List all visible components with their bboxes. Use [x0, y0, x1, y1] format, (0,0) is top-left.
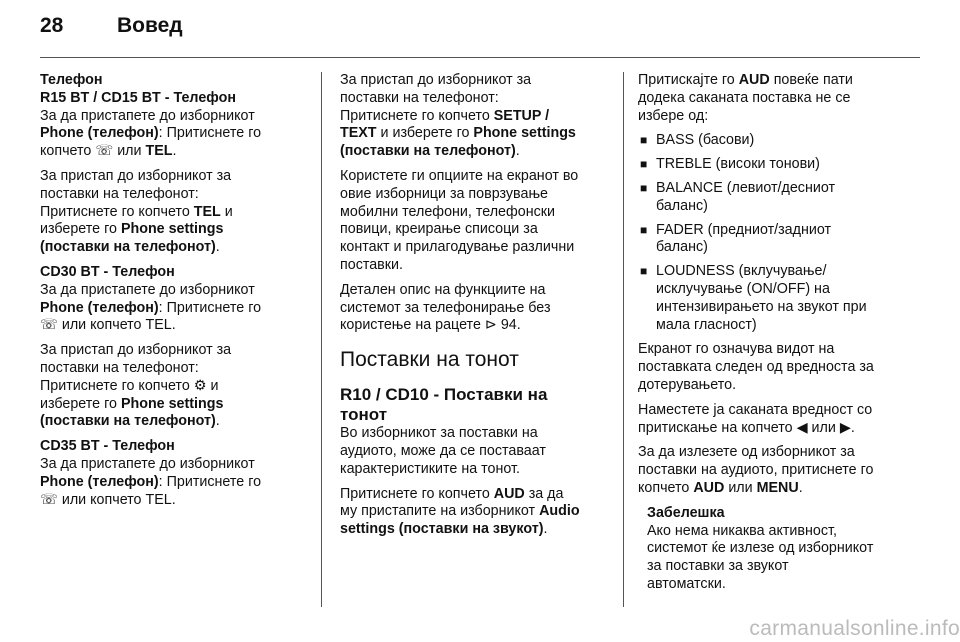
text-run: .	[798, 479, 803, 496]
text-line: користење на рацете ⊳ 94.	[340, 317, 521, 334]
column-divider-1	[321, 72, 322, 607]
text-line: повици, креирање списоци за	[340, 221, 538, 238]
text-line: ■ FADER (предниот/задниот	[656, 221, 832, 238]
text-line	[40, 221, 302, 239]
text-run: : Притиснете го	[158, 473, 262, 490]
text-line: притискање на копчето ◀ или ▶.	[638, 419, 855, 436]
text-run: : Притиснете го	[158, 299, 262, 316]
bold-text: AUD	[738, 72, 770, 88]
text-run: и изберете го	[376, 125, 474, 142]
bold-text: (поставки на телефонот)	[340, 143, 516, 160]
text-run: копчето ☏ или	[40, 143, 146, 160]
text-line: автоматски.	[647, 575, 726, 592]
column-3	[638, 72, 914, 594]
text-run: копчето	[638, 479, 694, 496]
text-run: додека саканата поставка не се	[638, 89, 851, 106]
bold-text: SETUP /	[493, 107, 550, 124]
page-title: Вовед	[117, 14, 183, 37]
note-title: Забелешка	[647, 504, 725, 521]
text-line: За да пристапете до изборникот	[40, 281, 255, 298]
text-line: Во изборникот за поставки на	[340, 425, 538, 442]
text-line: поставката следен од вредноста за	[638, 359, 874, 376]
paragraph	[638, 402, 914, 438]
text-run: .	[515, 143, 520, 160]
text-run: поставки на аудиото, притиснете го	[638, 462, 874, 479]
paragraph	[340, 486, 608, 539]
column-divider-2	[623, 72, 624, 607]
paragraph	[638, 72, 914, 125]
list-item	[638, 180, 914, 216]
text-line: ■ TREBLE (високи тонови)	[656, 156, 820, 173]
text-line: поставки.	[340, 256, 403, 273]
bullet-list	[638, 132, 914, 334]
text-line: контакт и прилагодување различни	[340, 239, 575, 256]
watermark: carmanualsonline.info	[749, 617, 960, 640]
text-line	[340, 521, 608, 539]
subsection-heading: тонот	[340, 405, 388, 425]
page-header	[40, 14, 183, 44]
subheading: CD35 BT - Телефон	[40, 438, 175, 455]
text-line	[40, 143, 302, 161]
text-line	[40, 300, 302, 318]
text-line: За да пристапете до изборникот	[40, 455, 255, 472]
bold-text: Phone (телефон)	[40, 299, 159, 316]
text-line	[40, 239, 302, 257]
text-line	[40, 396, 302, 414]
bold-text: Phone settings	[120, 395, 224, 412]
text-line: исклучување (ON/OFF) на	[656, 280, 830, 297]
list-item	[638, 132, 914, 150]
text-line	[40, 413, 302, 431]
text-line: Детален опис на функциите на	[340, 281, 546, 298]
paragraph	[340, 168, 608, 275]
text-line	[638, 462, 914, 480]
text-run: и	[220, 203, 233, 220]
text-run: .	[215, 239, 220, 256]
paragraph	[40, 342, 302, 431]
text-line	[638, 72, 914, 90]
text-line	[638, 444, 914, 462]
bold-text: (поставки на телефонот)	[40, 239, 216, 256]
text-line	[40, 204, 302, 222]
paragraph	[40, 72, 302, 161]
section-heading: Поставки на тонот	[340, 348, 519, 372]
text-run: За пристап до изборникот за	[340, 72, 532, 88]
bold-text: Audio	[539, 503, 580, 520]
text-run: За да излезете од изборникот за	[638, 444, 855, 461]
text-line	[638, 90, 914, 108]
text-run: изберете го	[40, 221, 121, 238]
text-run: .	[543, 521, 548, 538]
text-line: За пристап до изборникот за	[40, 167, 232, 184]
subheading: R15 BT / CD15 BT - Телефон	[40, 89, 236, 106]
bold-text: Phone settings	[473, 125, 576, 142]
bold-text: (поставки на телефонот)	[40, 413, 216, 430]
list-item	[638, 222, 914, 258]
text-run: за да	[524, 485, 564, 502]
text-line: аудиото, може да се поставаат	[340, 442, 546, 459]
text-line	[340, 503, 608, 521]
text-line	[40, 125, 302, 143]
text-line: ☏ или копчето TEL.	[40, 317, 176, 334]
text-run: Притиснете го копчето	[40, 203, 194, 220]
bold-text: settings (поставки на звукот)	[340, 521, 544, 538]
text-line: поставки на телефонот:	[40, 185, 199, 202]
text-run: .	[172, 143, 177, 160]
paragraph	[638, 444, 914, 497]
text-line: интензивирањето на звукот при	[656, 298, 867, 315]
text-run: или	[724, 479, 757, 496]
bold-text: MENU	[756, 479, 799, 496]
text-line: Наместете ја саканата вредност со	[638, 401, 873, 418]
text-line: Користете ги опциите на екранот во	[340, 167, 579, 184]
text-line: мобилни телефони, телефонски	[340, 203, 556, 220]
subsection-heading: R10 / CD10 - Поставки на	[340, 385, 548, 405]
text-run: повеќе пати	[769, 72, 853, 88]
text-line: поставки на телефонот:	[40, 359, 199, 376]
subheading: CD30 BT - Телефон	[40, 263, 175, 280]
text-line: ■ LOUDNESS (вклучување/	[656, 263, 827, 280]
paragraph	[40, 438, 302, 509]
text-line	[340, 486, 608, 504]
text-line: овие изборници за поврзување	[340, 185, 549, 202]
text-run: Притискајте го	[638, 72, 739, 88]
paragraph	[340, 425, 608, 478]
list-item	[638, 156, 914, 174]
list-item	[638, 263, 914, 334]
bold-text: TEL	[145, 143, 173, 160]
text-line: системот за телефонирање без	[340, 299, 551, 316]
text-run: Притиснете го копчето	[340, 485, 494, 502]
column-1	[40, 72, 302, 516]
bold-text: Phone (телефон)	[40, 473, 159, 490]
bold-text: AUD	[693, 479, 725, 496]
paragraph	[40, 264, 302, 335]
text-run: изберете го	[40, 395, 121, 412]
text-line	[638, 108, 914, 126]
text-line: За да пристапете до изборникот	[40, 107, 255, 124]
note-box	[647, 505, 914, 594]
header-rule	[40, 57, 920, 58]
text-line: Ако нема никаква активност,	[647, 522, 837, 539]
text-line: мала гласност)	[656, 316, 757, 333]
paragraph	[40, 168, 302, 257]
text-run: .	[215, 413, 220, 430]
text-line: Екранот го означува видот на	[638, 341, 835, 358]
text-run: му пристапите на изборникот	[340, 503, 540, 520]
bold-text: Phone settings	[120, 221, 224, 238]
text-line	[40, 474, 302, 492]
text-line: Притиснете го копчето ⚙ и	[40, 377, 219, 394]
text-line	[340, 108, 608, 126]
bold-text: TEL	[193, 203, 221, 220]
text-line	[340, 72, 608, 90]
text-line	[638, 480, 914, 498]
text-line: системот ќе излезе од изборникот	[647, 540, 874, 557]
text-line: За пристап до изборникот за	[40, 342, 232, 359]
column-2	[340, 72, 608, 546]
text-line: баланс)	[656, 239, 708, 256]
text-line: карактеристиките на тонот.	[340, 460, 520, 477]
text-line: за поставки за звукот	[647, 558, 789, 575]
text-line: баланс)	[656, 197, 708, 214]
text-line: ■ BASS (басови)	[656, 132, 755, 149]
paragraph	[340, 282, 608, 335]
text-line: ■ BALANCE (левиот/десниот	[656, 179, 836, 196]
text-line	[340, 90, 608, 108]
text-line	[340, 143, 608, 161]
subheading: Телефон	[40, 72, 103, 88]
text-line: ☏ или копчето TEL.	[40, 491, 176, 508]
text-run: : Притиснете го	[158, 125, 262, 142]
text-line: дотерувањето.	[638, 376, 737, 393]
paragraph	[340, 72, 608, 161]
page-number: 28	[40, 14, 64, 37]
text-run: Притиснете го копчето	[340, 107, 494, 124]
paragraph	[638, 341, 914, 394]
bold-text: Phone (телефон)	[40, 125, 159, 142]
text-line	[340, 125, 608, 143]
text-run: избере од:	[638, 107, 709, 124]
bold-text: AUD	[493, 485, 525, 502]
bold-text: TEXT	[340, 125, 377, 142]
text-run: поставки на телефонот:	[340, 89, 499, 106]
